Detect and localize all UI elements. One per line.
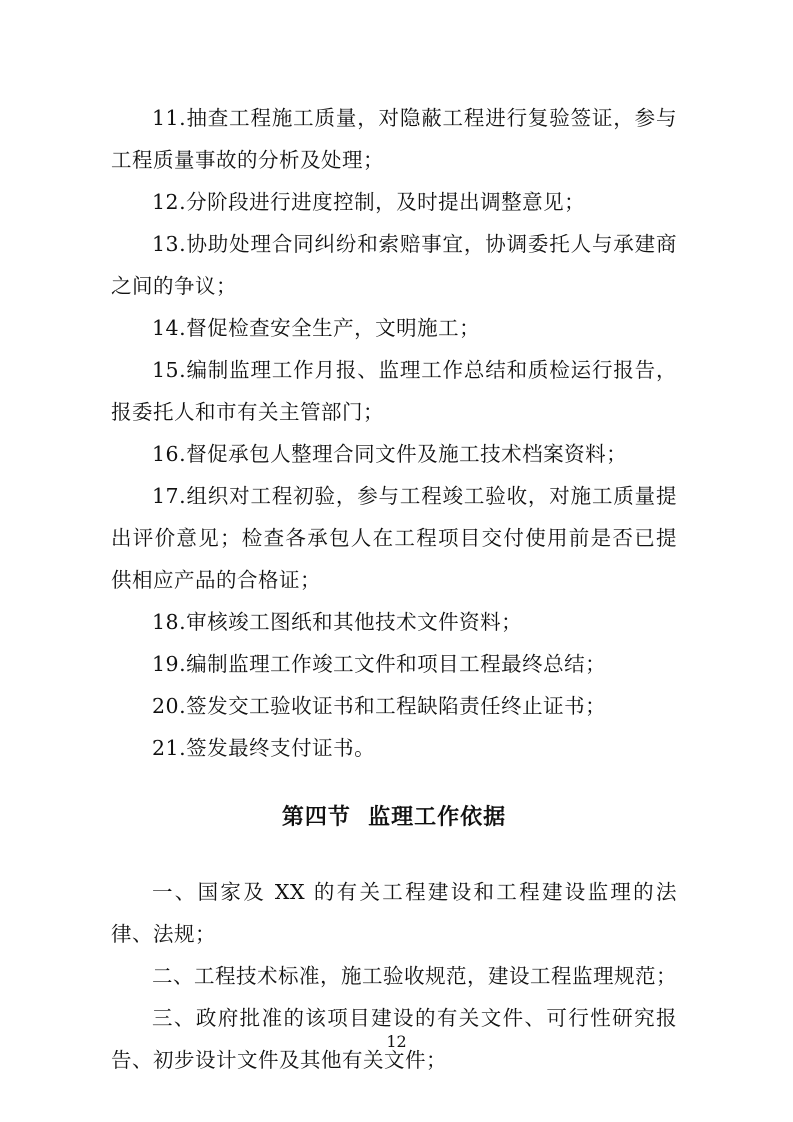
basis-item-1: 一、国家及 XX 的有关工程建设和工程建设监理的法律、法规； bbox=[111, 880, 677, 946]
basis-item-2: 二、工程技术标准，施工验收规范，建设工程监理规范； bbox=[152, 964, 677, 988]
list-item-18: 18.审核竣工图纸和其他技术文件资料； bbox=[152, 610, 523, 634]
list-item-19: 19.编制监理工作竣工文件和项目工程最终总结； bbox=[152, 652, 607, 676]
basis-item-3: 三、政府批准的该项目建设的有关文件、可行性研究报告、初步设计文件及其他有关文件； bbox=[111, 1006, 677, 1072]
list-item-12: 12.分阶段进行进度控制，及时提出调整意见； bbox=[152, 190, 586, 214]
list-item-11: 11.抽查工程施工质量，对隐蔽工程进行复验签证，参与工程质量事故的分析及处理； bbox=[111, 106, 677, 172]
list-item-14: 14.督促检查安全生产，文明施工； bbox=[152, 316, 481, 340]
list-item-20: 20.签发交工验收证书和工程缺陷责任终止证书； bbox=[152, 694, 607, 718]
section-heading: 第四节 监理工作依据 bbox=[281, 805, 507, 830]
list-item-21: 21.签发最终支付证书。 bbox=[152, 736, 376, 760]
list-item-15: 15.编制监理工作月报、监理工作总结和质检运行报告，报委托人和市有关主管部门； bbox=[111, 358, 677, 424]
list-item-16: 16.督促承包人整理合同文件及施工技术档案资料； bbox=[152, 442, 628, 466]
list-item-13: 13.协助处理合同纠纷和索赔事宜，协调委托人与承建商之间的争议； bbox=[111, 232, 677, 298]
page-content bbox=[111, 97, 677, 1081]
page-number: 12 bbox=[386, 1032, 407, 1051]
list-item-17: 17.组织对工程初验，参与工程竣工验收，对施工质量提出评价意见；检查各承包人在工程项目交付使用前是否已提供相应产品的合格证； bbox=[111, 484, 677, 592]
